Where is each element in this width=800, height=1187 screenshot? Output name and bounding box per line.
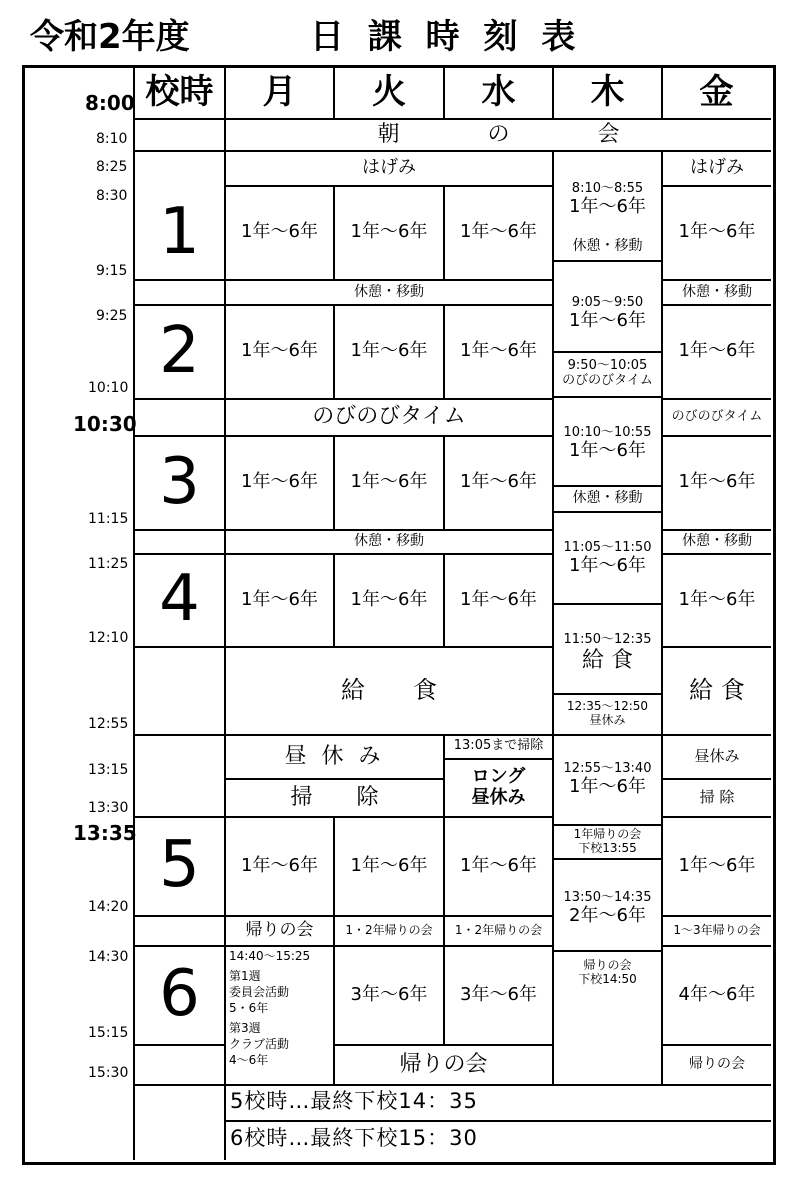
long-recess-line1: ロング xyxy=(471,765,526,787)
nobinobi-cell-fri: のびのびタイム xyxy=(671,408,763,424)
time-label: 12:10 xyxy=(88,630,129,646)
thu-time: 9:05～9:50 xyxy=(571,295,644,311)
homeroom-cell: 1・2年帰りの会 xyxy=(345,922,433,937)
time-label: 13:35 xyxy=(73,821,137,845)
final-homeroom-cell: 帰りの会 xyxy=(399,1051,488,1077)
class-cell: 1年～6年 xyxy=(460,854,537,876)
mon6-committee-grades: 5・6年 xyxy=(229,1001,269,1015)
morning-assembly-cell: 朝 の 会 xyxy=(377,121,620,147)
grid-line xyxy=(552,603,661,605)
time-label: 8:30 xyxy=(96,188,128,204)
class-cell: 1年～6年 xyxy=(460,588,537,610)
grid-line xyxy=(133,1044,224,1046)
class-cell: 1年～6年 xyxy=(678,854,756,876)
class-cell: 1年～6年 xyxy=(460,340,537,362)
thu-time: 11:05～11:50 xyxy=(563,540,652,556)
grid-line xyxy=(552,511,661,513)
time-label: 10:30 xyxy=(73,412,137,436)
class-cell: 1年～6年 xyxy=(460,471,537,493)
thu-body: 2年～6年 xyxy=(569,905,646,927)
time-label: 15:30 xyxy=(88,1065,129,1081)
grid-line xyxy=(224,1120,771,1122)
class-cell: 1年～6年 xyxy=(241,471,318,493)
period-number: 2 xyxy=(159,313,200,388)
class-cell: 1年～6年 xyxy=(350,854,428,876)
thu-body: 1年～6年 xyxy=(569,310,646,332)
thu-line: 帰りの会 xyxy=(583,958,632,973)
class-cell: 1年～6年 xyxy=(350,588,428,610)
class-cell: 1年～6年 xyxy=(241,588,318,610)
thu-time: 8:10～8:55 xyxy=(571,181,644,197)
thu-break-2: 休憩・移動 xyxy=(572,490,643,507)
class-cell: 1年～6年 xyxy=(350,221,428,243)
thu-time: 12:35～12:50 xyxy=(566,699,649,714)
thu-body: 昼休み xyxy=(589,713,626,727)
mon6-time: 14:40～15:25 xyxy=(229,949,311,963)
break-cell-fri: 休憩・移動 xyxy=(682,533,752,550)
class-cell: 1年～6年 xyxy=(350,471,428,493)
thu-block-3 xyxy=(554,352,661,396)
cleaning-until-cell: 13:05まで掃除 xyxy=(453,738,544,754)
break-cell: 休憩・移動 xyxy=(354,533,424,550)
time-label: 15:15 xyxy=(88,1025,129,1041)
time-label: 8:25 xyxy=(96,159,128,175)
class-cell: 1年～6年 xyxy=(678,221,756,243)
time-label: 14:20 xyxy=(88,899,129,915)
class-cell: 1年～6年 xyxy=(678,588,756,610)
thu-block-4 xyxy=(554,418,661,470)
mon6-week1: 第1週 xyxy=(229,969,261,983)
long-recess-cell xyxy=(445,759,552,816)
class-cell: 1年～6年 xyxy=(350,340,428,362)
time-label: 13:30 xyxy=(88,800,129,816)
class-cell: 3年～6年 xyxy=(460,983,537,1005)
title-year: 令和2年度 xyxy=(30,17,190,57)
grid-line xyxy=(552,396,661,398)
recess-cell-fri: 昼休み xyxy=(694,746,740,765)
class-cell: 1年～6年 xyxy=(678,471,756,493)
cleaning-cell: 掃 除 xyxy=(290,784,379,810)
cleaning-cell-fri: 掃 除 xyxy=(699,787,735,806)
thu-time: 9:50～10:05 xyxy=(567,358,648,374)
class-cell: 1年～6年 xyxy=(241,854,318,876)
break-cell-fri: 休憩・移動 xyxy=(682,283,752,300)
long-recess-line2: 昼休み xyxy=(471,786,526,808)
homeroom-cell-fri: 1～3年帰りの会 xyxy=(673,922,761,937)
time-label: 11:15 xyxy=(88,511,129,527)
mon6-club-grades: 4～6年 xyxy=(229,1053,269,1067)
thu-block-2 xyxy=(554,285,661,343)
thu-time: 11:50～12:35 xyxy=(563,631,652,647)
time-label: 8:00 xyxy=(85,91,135,115)
thu-block-10 xyxy=(554,882,661,936)
thu-block-6 xyxy=(554,622,661,684)
final-homeroom-cell-fri: 帰りの会 xyxy=(689,1056,745,1073)
class-cell: 4年～6年 xyxy=(678,983,756,1005)
class-cell: 1年～6年 xyxy=(460,221,537,243)
dismissal-note-5: 5校時…最終下校14：35 xyxy=(230,1089,478,1113)
class-cell: 1年～6年 xyxy=(241,221,318,243)
dismissal-note-6: 6校時…最終下校15：30 xyxy=(230,1126,478,1150)
class-cell: 1年～6年 xyxy=(241,340,318,362)
homeroom-cell: 1・2年帰りの会 xyxy=(454,922,543,937)
thu-time: 10:10～10:55 xyxy=(563,425,652,441)
mon6-week3: 第3週 xyxy=(229,1021,261,1035)
lunch-cell: 給 食 xyxy=(341,675,437,704)
thu-block-9 xyxy=(554,825,661,858)
grid-line xyxy=(552,858,661,860)
period-number: 5 xyxy=(159,828,200,903)
period-number: 6 xyxy=(159,957,200,1032)
thu-body: 1年～6年 xyxy=(569,196,646,218)
time-label: 14:30 xyxy=(88,949,129,965)
hagemi-cell-fri: はげみ xyxy=(690,156,744,178)
thu-body: 1年～6年 xyxy=(569,555,646,577)
period-number: 4 xyxy=(159,562,200,637)
time-label: 10:10 xyxy=(88,380,129,396)
thu-block-8 xyxy=(554,752,661,808)
column-header-fri: 金 xyxy=(699,71,734,112)
class-cell: 1年～6年 xyxy=(678,340,756,362)
mon6-committee: 委員会活動 xyxy=(229,985,290,999)
time-label: 9:15 xyxy=(96,263,128,279)
thu-body: のびのびタイム xyxy=(562,373,653,388)
thu-line: 1年帰りの会 xyxy=(573,826,642,841)
thu-body: 1年～6年 xyxy=(569,440,646,462)
thu-line: 下校13:55 xyxy=(578,840,637,855)
grid-line xyxy=(133,1084,771,1086)
thu-block-1 xyxy=(554,170,661,230)
thu-time: 13:50～14:35 xyxy=(563,890,652,906)
recess-cell: 昼 休 み xyxy=(284,743,385,769)
column-header-mon: 月 xyxy=(262,71,297,112)
thu-block-7 xyxy=(554,694,661,734)
nobinobi-cell: のびのびタイム xyxy=(312,404,466,430)
thu-block-5 xyxy=(554,533,661,585)
period-number: 3 xyxy=(159,444,200,519)
grid-line xyxy=(552,260,661,262)
time-label: 13:15 xyxy=(88,762,129,778)
thu-body: 1年～6年 xyxy=(569,776,646,798)
period-number: 1 xyxy=(159,194,200,269)
break-cell: 休憩・移動 xyxy=(354,283,424,300)
column-header-period: 校時 xyxy=(145,71,214,112)
class-cell: 3年～6年 xyxy=(350,983,428,1005)
mon6-club: クラブ活動 xyxy=(229,1037,290,1051)
thu-body: 給 食 xyxy=(582,647,633,673)
homeroom-cell: 帰りの会 xyxy=(245,919,314,940)
page-title: 日 課 時 刻 表 xyxy=(310,17,582,57)
hagemi-cell: はげみ xyxy=(362,156,416,178)
lunch-cell-fri: 給 食 xyxy=(689,675,745,704)
thu-time: 12:55～13:40 xyxy=(563,761,652,777)
column-header-wed: 水 xyxy=(481,71,516,112)
time-label: 12:55 xyxy=(88,716,129,732)
thu-break-1: 休憩・移動 xyxy=(572,237,643,254)
column-header-tue: 火 xyxy=(372,71,406,112)
time-label: 8:10 xyxy=(96,131,128,147)
thu-block-11 xyxy=(554,952,661,994)
thu-line: 下校14:50 xyxy=(578,972,637,986)
time-label: 11:25 xyxy=(88,556,129,572)
column-header-thu: 木 xyxy=(590,71,625,112)
time-label: 9:25 xyxy=(96,308,128,324)
